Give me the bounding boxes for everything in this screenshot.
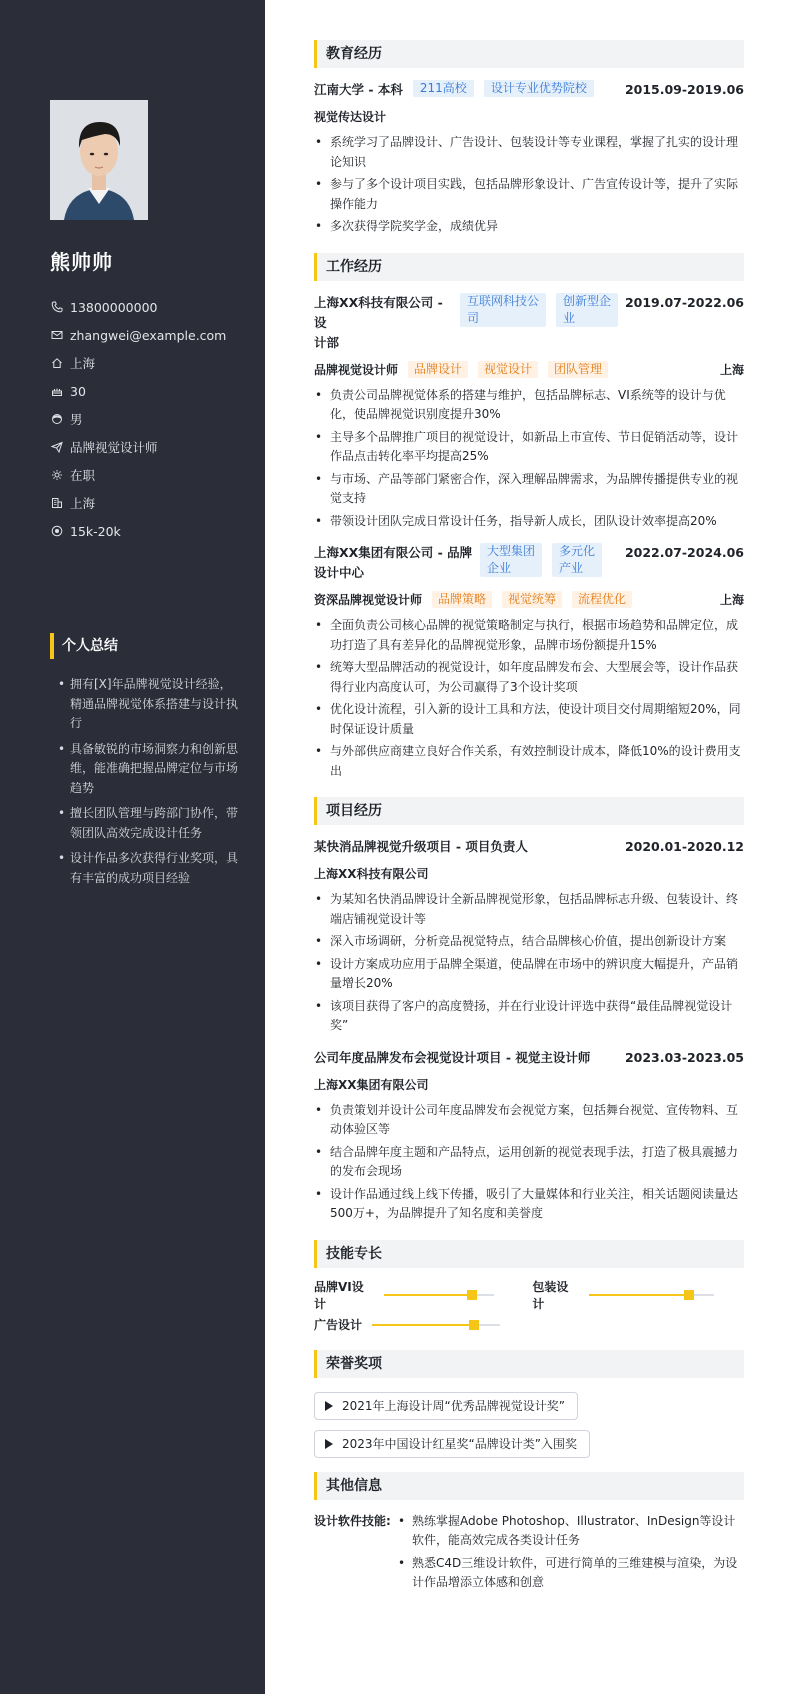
other-item: • 熟练掌握Adobe Photoshop、Illustrator、InDesign等设计软件，能高效完成各类设计任务 — [396, 1512, 744, 1551]
info-phone — [50, 293, 241, 321]
skill-tag: 品牌设计 — [408, 361, 468, 378]
major-row — [314, 108, 744, 125]
job-bullet: • 与市场、产品等部门紧密合作，深入理解品牌需求，为品牌传播提供专业的视觉支持 — [314, 470, 744, 509]
projects-title: 项目经历 — [314, 797, 744, 825]
summary-title: 个人总结 — [50, 633, 241, 659]
project-date: 2020.01-2020.12 — [624, 839, 744, 854]
project-head — [314, 837, 744, 857]
projects-section — [314, 797, 744, 1224]
company-tag-line: 业 — [563, 310, 576, 325]
job-company-line: 设计中心 — [314, 565, 365, 580]
job-entry — [314, 293, 744, 532]
education-title: 教育经历 — [314, 40, 744, 68]
status-icon — [50, 468, 64, 482]
job-company-line: 上海XX科技有限公司 - 设 — [314, 294, 443, 330]
honors-section — [314, 1350, 744, 1458]
info-work-city-text: 上海 — [70, 496, 96, 511]
skill-bar-fill — [384, 1294, 473, 1296]
job-head — [314, 543, 744, 583]
project-bullet: • 设计方案成功应用于品牌全渠道，使品牌在市场中的辨识度大幅提升，产品销量增长20% — [314, 955, 744, 994]
skill-name: 广告设计 — [314, 1318, 363, 1332]
school-name: 江南大学 - 本科 — [314, 82, 403, 97]
info-status — [50, 461, 241, 489]
skill-tag: 品牌策略 — [432, 591, 492, 608]
skill-name: 包装设计 — [532, 1279, 569, 1311]
project-company-row — [314, 1076, 744, 1093]
skill-bar — [372, 1324, 500, 1326]
skill-name: 品牌VI设计 — [314, 1279, 364, 1311]
company-tag-line: 多元化 — [559, 544, 596, 558]
company-tag — [480, 543, 542, 577]
company-tag-line: 产业 — [559, 561, 584, 575]
company-tag-line: 创新型企 — [563, 293, 612, 308]
job-company — [314, 293, 454, 353]
award-item[interactable] — [314, 1430, 590, 1458]
building-icon — [50, 496, 64, 510]
project-bullets — [314, 1101, 744, 1224]
job-date: 2019.07-2022.06 — [624, 294, 744, 310]
skill-tag: 视觉设计 — [478, 361, 538, 378]
job-bullet: • 主导多个品牌推广项目的视觉设计，如新品上市宣传、节日促销活动等，设计作品点击转化率平均提高25% — [314, 428, 744, 467]
skill-tag: 视觉统筹 — [502, 591, 562, 608]
info-salary-text: 15k-20k — [70, 523, 121, 539]
info-status-text: 在职 — [70, 468, 96, 483]
award-text: 2023年中国设计红星奖“品牌设计类”入围奖 — [342, 1437, 577, 1451]
summary-item: • 拥有[X]年品牌视觉设计经验，精通品牌视觉体系搭建与设计执行 — [70, 675, 241, 734]
cake-icon — [50, 384, 64, 398]
company-tag — [552, 543, 602, 577]
project-company-row — [314, 865, 744, 882]
company-tag — [460, 293, 546, 327]
skill-tag: 流程优化 — [572, 591, 632, 608]
home-icon — [50, 356, 64, 370]
education-section — [314, 40, 744, 237]
candidate-name: 熊帅帅 — [50, 250, 113, 274]
major: 视觉传达设计 — [314, 110, 387, 124]
project-bullet: • 负责策划并设计公司年度品牌发布会视觉方案，包括舞台视觉、宣传物料、互动体验区等 — [314, 1101, 744, 1140]
skill-bar-fill — [589, 1294, 689, 1296]
info-salary — [50, 517, 241, 545]
award-item[interactable] — [314, 1392, 578, 1420]
skill-bar-knob — [467, 1290, 477, 1300]
job-company-line: 计部 — [314, 334, 340, 350]
play-icon — [325, 1401, 333, 1411]
skill-bar-knob — [684, 1290, 694, 1300]
job-location: 上海 — [719, 593, 744, 607]
summary-item: • 擅长团队管理与跨部门协作，带领团队高效完成设计任务 — [70, 804, 241, 843]
project-bullets — [314, 890, 744, 1036]
job-role-row — [314, 361, 744, 378]
project-company: 上海XX科技有限公司 — [314, 867, 429, 881]
info-work-city — [50, 489, 241, 517]
job-bullet: • 负责公司品牌视觉体系的搭建与维护，包括品牌标志、VI系统等的设计与优化，使品牌视觉识别度提升30% — [314, 386, 744, 425]
skill-bar — [384, 1294, 495, 1296]
mail-icon — [50, 328, 64, 342]
phone-icon — [50, 300, 64, 314]
job-location: 上海 — [719, 362, 744, 377]
skill-tag: 团队管理 — [548, 361, 608, 378]
skill-bar-fill — [372, 1324, 474, 1326]
send-icon — [50, 440, 64, 454]
skills-section — [314, 1240, 744, 1340]
company-tag — [556, 293, 618, 327]
other-item: • 熟悉C4D三维设计软件，可进行简单的三维建模与渲染，为设计作品增添立体感和创意 — [396, 1554, 744, 1593]
job-bullets — [314, 616, 744, 781]
education-date: 2015.09-2019.06 — [624, 82, 744, 97]
info-gender — [50, 405, 241, 433]
school-tag: 设计专业优势院校 — [484, 80, 594, 97]
skill-item — [314, 1316, 500, 1333]
job-bullet: • 优化设计流程，引入新的设计工具和方法，使设计项目交付周期缩短20%，同时保证设计质量 — [314, 700, 744, 739]
info-gender-text: 男 — [70, 412, 83, 427]
company-tag-line: 大型集团 — [487, 544, 536, 558]
project-bullet: • 为某知名快消品牌设计全新品牌视觉形象，包括品牌标志升级、包装设计、终端店铺视觉设计等 — [314, 890, 744, 929]
project-name: 公司年度品牌发布会视觉设计项目 - 视觉主设计师 — [314, 1049, 591, 1065]
project-entry — [314, 1048, 744, 1224]
skill-bar — [589, 1294, 714, 1296]
info-position — [50, 433, 241, 461]
info-age — [50, 377, 241, 405]
other-title: 其他信息 — [314, 1472, 744, 1500]
project-bullet: • 该项目获得了客户的高度赞扬，并在行业设计评选中获得“最佳品牌视觉设计奖” — [314, 997, 744, 1036]
skill-item — [532, 1278, 714, 1312]
play-icon — [325, 1439, 333, 1449]
info-phone-text: 13800000000 — [70, 299, 158, 315]
project-company: 上海XX集团有限公司 — [314, 1077, 429, 1092]
skills-title: 技能专长 — [314, 1240, 744, 1268]
job-company — [314, 543, 474, 583]
contact-info-list — [50, 293, 241, 545]
company-tag-line: 互联网科技公 — [467, 293, 540, 308]
company-tag-line: 司 — [467, 310, 480, 325]
project-date: 2023.03-2023.05 — [624, 1049, 744, 1065]
job-entry — [314, 543, 744, 781]
project-head — [314, 1048, 744, 1068]
job-bullet: • 带领设计团队完成日常设计任务，指导新人成长，团队设计效率提高20% — [314, 512, 744, 532]
summary-item: • 设计作品多次获得行业奖项，具有丰富的成功项目经验 — [70, 849, 241, 888]
project-bullet: • 结合品牌年度主题和产品特点，运用创新的视觉表现手法，打造了极具震撼力的发布会现场 — [314, 1143, 744, 1182]
other-list — [396, 1512, 744, 1596]
job-role: 品牌视觉设计师 — [314, 362, 399, 377]
education-bullet: • 系统学习了品牌设计、广告设计、包装设计等专业课程，掌握了扎实的设计理论知识 — [314, 133, 744, 172]
job-bullet: • 全面负责公司核心品牌的视觉策略制定与执行，根据市场趋势和品牌定位，成功打造了具有差异化的品牌视觉形象，品牌市场份额提升15% — [314, 616, 744, 655]
project-bullet: • 设计作品通过线上线下传播，吸引了大量媒体和行业关注，相关话题阅读量达500万+，为品牌提升了知名度和美誉度 — [314, 1185, 744, 1224]
other-section — [314, 1472, 744, 1596]
sidebar — [0, 0, 265, 1694]
info-position-text: 品牌视觉设计师 — [70, 440, 158, 455]
education-bullet: • 参与了多个设计项目实践，包括品牌形象设计、广告宣传设计等，提升了实际操作能力 — [314, 175, 744, 214]
job-company-line: 上海XX集团有限公司 - 品牌 — [314, 545, 473, 560]
education-bullets — [314, 133, 744, 237]
other-info — [314, 1512, 744, 1596]
summary-list — [50, 675, 241, 888]
education-head — [314, 80, 744, 100]
award-text: 2021年上海设计周“优秀品牌视觉设计奖” — [342, 1399, 565, 1413]
skills-list — [314, 1280, 744, 1340]
gender-icon — [50, 412, 64, 426]
job-bullet: • 与外部供应商建立良好合作关系，有效控制设计成本，降低10%的设计费用支出 — [314, 742, 744, 781]
project-name: 某快消品牌视觉升级项目 - 项目负责人 — [314, 839, 528, 854]
job-bullets — [314, 386, 744, 532]
education-bullet: • 多次获得学院奖学金，成绩优异 — [314, 217, 744, 237]
info-email — [50, 321, 241, 349]
honors-title: 荣誉奖项 — [314, 1350, 744, 1378]
company-tag-line: 企业 — [487, 561, 512, 575]
info-city-text: 上海 — [70, 356, 96, 371]
skill-bar-knob — [469, 1320, 479, 1330]
job-head — [314, 293, 744, 353]
main-content — [265, 0, 794, 1694]
info-email-text: zhangwei@example.com — [70, 327, 227, 343]
job-role-row — [314, 591, 744, 608]
job-role: 资深品牌视觉设计师 — [314, 593, 423, 607]
work-section — [314, 253, 744, 782]
info-age-text: 30 — [70, 383, 86, 399]
work-title: 工作经历 — [314, 253, 744, 281]
info-city — [50, 349, 241, 377]
skill-item — [314, 1278, 494, 1312]
school-tag: 211高校 — [413, 80, 474, 97]
project-bullet: • 深入市场调研，分析竞品视觉特点，结合品牌核心价值，提出创新设计方案 — [314, 932, 744, 952]
other-key: 设计软件技能: — [314, 1513, 391, 1528]
project-entry — [314, 837, 744, 1036]
job-date: 2022.07-2024.06 — [624, 545, 744, 560]
summary-item: • 具备敏锐的市场洞察力和创新思维，能准确把握品牌定位与市场趋势 — [70, 740, 241, 799]
profile-photo — [50, 100, 148, 220]
job-bullet: • 统筹大型品牌活动的视觉设计，如年度品牌发布会、大型展会等，设计作品获得行业内高度认可，为公司赢得了3个设计奖项 — [314, 658, 744, 697]
salary-icon — [50, 524, 64, 538]
